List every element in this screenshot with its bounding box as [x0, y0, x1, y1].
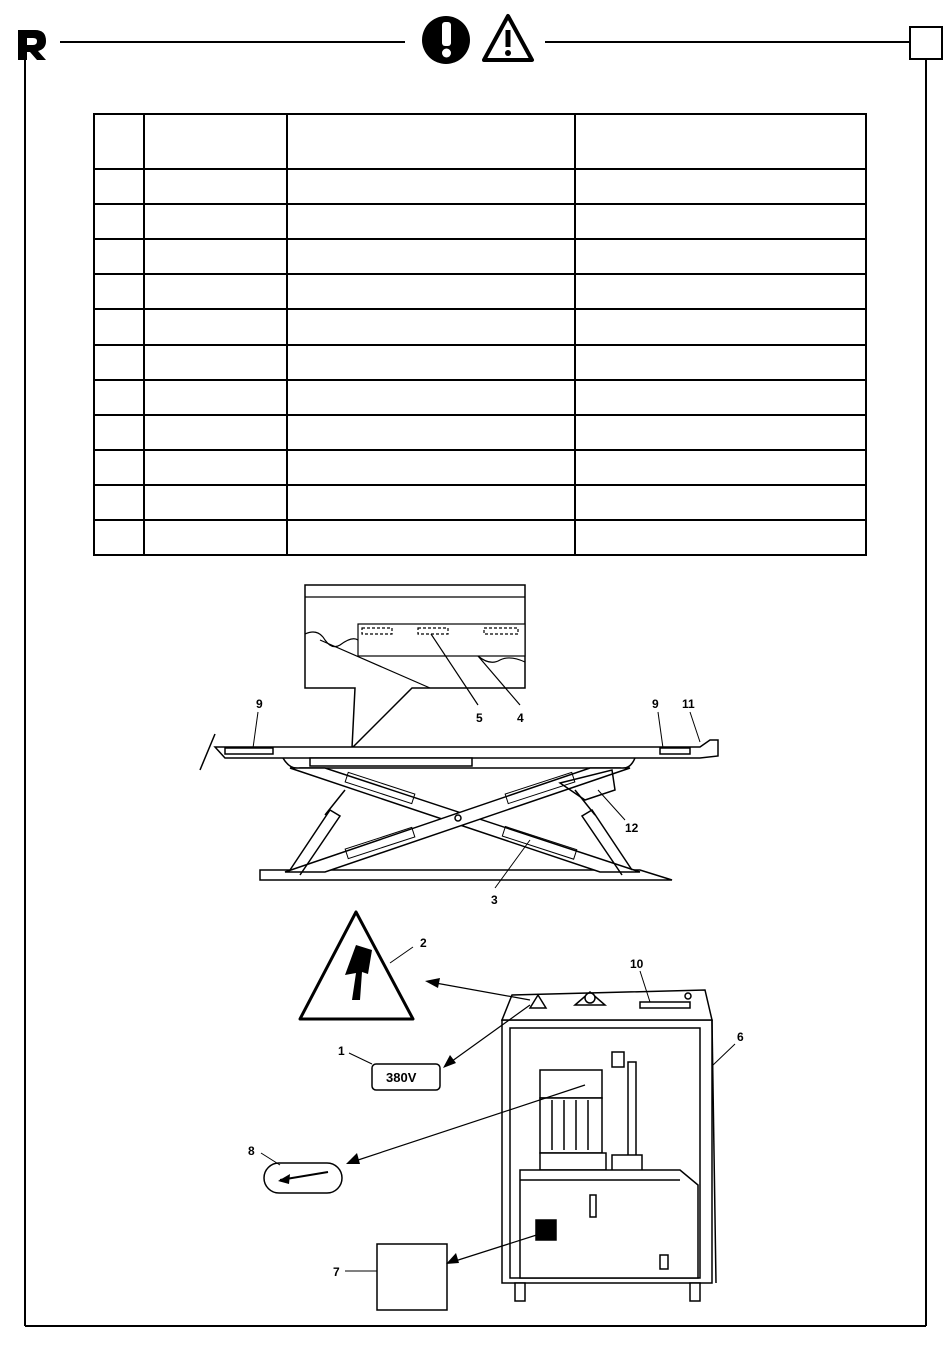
callout-10: 10	[630, 957, 644, 971]
callout-8: 8	[248, 1144, 255, 1158]
callout-5: 5	[476, 711, 483, 725]
voltage-text: 380V	[386, 1070, 417, 1085]
rating-plate	[377, 1244, 447, 1310]
arrow-heads	[346, 978, 459, 1264]
callout-2: 2	[420, 936, 427, 950]
callout-9-left: 9	[256, 697, 263, 711]
detail-inset	[305, 585, 525, 748]
callout-7: 7	[333, 1265, 340, 1279]
callout-6: 6	[737, 1030, 744, 1044]
control-unit	[502, 990, 716, 1301]
direction-arrow-label	[264, 1163, 342, 1193]
callout-1: 1	[338, 1044, 345, 1058]
electric-hazard-sign	[300, 912, 413, 1019]
callout-11: 11	[682, 697, 695, 711]
callout-3: 3	[491, 893, 498, 907]
callout-9-right: 9	[652, 697, 659, 711]
scissor-lift	[200, 734, 718, 880]
callout-12: 12	[625, 821, 639, 835]
callout-4: 4	[517, 711, 524, 725]
